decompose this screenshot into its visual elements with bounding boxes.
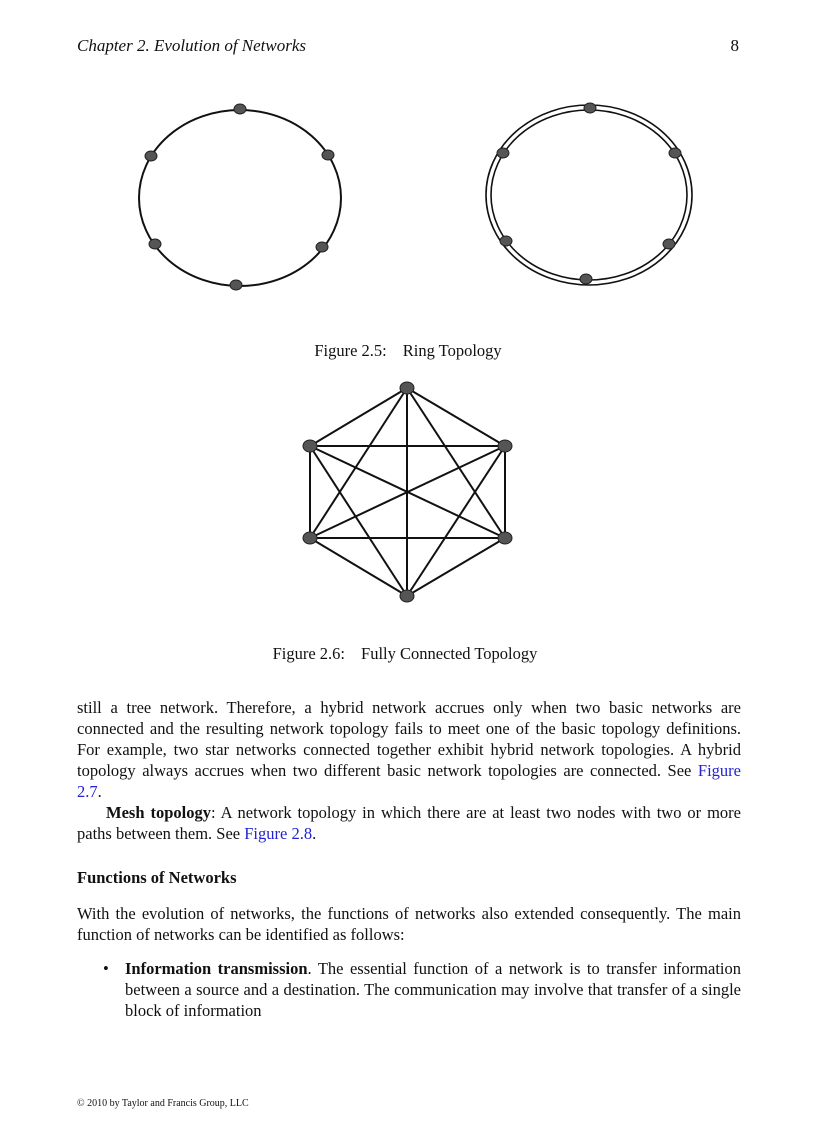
function-list: [77, 958, 741, 1021]
figure-2-6-caption: [0, 644, 813, 664]
mesh-node: [400, 382, 414, 394]
paragraph-hybrid: still a tree network. Therefore, a hybrid network accrues only when two basic networks are connected and the resulting network topology fails to meet one of the basic topology definitions. For example, two star networks connected together exhibit hybrid network topologies. A hybrid topology always accrues when two different basic network topologies are connected. See Figure 2.7.: [77, 698, 741, 801]
ring-node: [663, 239, 675, 249]
ring-node: [145, 151, 157, 161]
figure-2-5-caption: [0, 341, 816, 361]
section-intro: With the evolution of networks, the functions of networks also extended consequently. The main function of networks can be identified as follows:: [77, 904, 741, 944]
figure-label: Figure 2.6:: [272, 644, 346, 663]
section-heading: Functions of Networks: [77, 868, 237, 887]
term-mesh-topology: Mesh topology: [106, 803, 211, 822]
paragraph-mesh: Mesh topology: A network topology in which there are at least two nodes with two or more paths between them. See Figure 2.8.: [77, 803, 742, 843]
ring-node: [500, 236, 512, 246]
ring-single-link: [139, 110, 341, 286]
running-head: [77, 36, 739, 56]
copyright-footer: © 2010 by Taylor and Francis Group, LLC: [77, 1098, 249, 1109]
figure-2-8-link[interactable]: Figure 2.8: [244, 824, 313, 843]
ring-node: [149, 239, 161, 249]
ring-node: [497, 148, 509, 158]
page-number: 8: [730, 36, 739, 55]
fully-connected-figure: [290, 378, 530, 608]
ring-node: [584, 103, 596, 113]
mesh-node: [400, 590, 414, 602]
mesh-node: [303, 440, 317, 452]
body-text: [77, 697, 741, 844]
ring-topology-figure: [120, 98, 720, 298]
figure-title: Fully Connected Topology: [361, 644, 538, 663]
figure-title: Ring Topology: [402, 341, 502, 360]
ring-node: [316, 242, 328, 252]
ring-node: [669, 148, 681, 158]
term-information-transmission: Information transmission: [125, 959, 308, 978]
ring-dual-link-outer: [486, 105, 692, 285]
mesh-node: [498, 532, 512, 544]
bullet-icon: •: [103, 959, 109, 978]
list-item: • Information transmission. The essential function of a network is to transfer information between a source and a destination. The communication may involve that transfer of a single block of information: [103, 959, 742, 1020]
chapter-title: Chapter 2. Evolution of Networks: [77, 36, 307, 55]
ring-node: [234, 104, 246, 114]
ring-node: [230, 280, 242, 290]
ring-node: [580, 274, 592, 284]
ring-node: [322, 150, 334, 160]
figure-label: Figure 2.5:: [314, 341, 387, 360]
mesh-node: [498, 440, 512, 452]
figure-2-7-link[interactable]: Figure 2.7: [77, 761, 741, 801]
ring-dual-link-inner: [491, 110, 687, 280]
mesh-node: [303, 532, 317, 544]
